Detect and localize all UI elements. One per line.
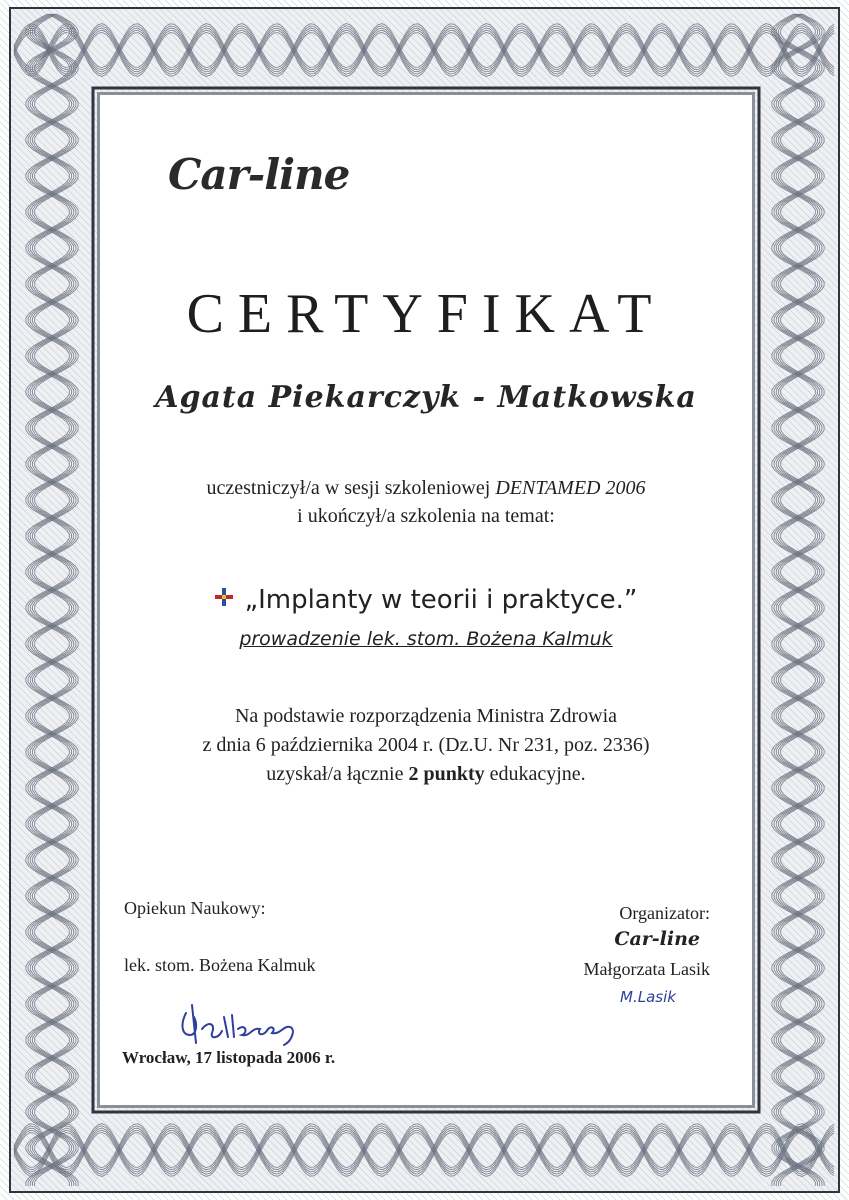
cross-bullet-icon — [215, 588, 233, 606]
organizer-name: Małgorzata Lasik — [583, 959, 710, 979]
car-line-logo: Car-line — [168, 150, 350, 199]
points-line — [100, 763, 752, 786]
supervisor-name: lek. stom. Bożena Kalmuk — [124, 955, 316, 975]
organizer-signature: M.Lasik — [620, 988, 676, 1006]
instructor-line — [100, 628, 752, 650]
participation-line — [100, 477, 752, 500]
points-suffix: edukacyjne. — [484, 763, 586, 785]
course-title-line — [100, 585, 752, 615]
legal-basis-line-1: Na podstawie rozporządzenia Ministra Zdrowia — [234, 705, 618, 727]
legal-basis-line-2: z dnia 6 października 2004 r. (Dz.U. Nr 231, poz. 2336) — [202, 734, 650, 756]
place-date: Wrocław, 17 listopada 2006 r. — [122, 1048, 336, 1067]
event-name: DENTAMED 2006 — [495, 477, 646, 499]
points-value: 2 punkty — [408, 763, 485, 785]
certificate-title: CERTYFIKAT — [186, 283, 666, 345]
course-title: „Implanty w teorii i praktyce.” — [244, 585, 638, 615]
points-prefix: uzyskał/a łącznie — [266, 763, 409, 785]
supervisor-label: Opiekun Naukowy: — [124, 898, 266, 918]
recipient-name: Agata Piekarczyk - Matkowska — [155, 380, 697, 415]
supervisor-signature — [172, 995, 312, 1055]
instructor-text: prowadzenie lek. stom. Bożena Kalmuk — [239, 628, 613, 650]
organizer-logo: Car-line — [614, 928, 700, 950]
completion-line: i ukończył/a szkolenia na temat: — [297, 505, 555, 527]
organizer-label: Organizator: — [619, 903, 710, 923]
participation-prefix: uczestniczył/a w sesji szkoleniowej — [206, 477, 496, 499]
